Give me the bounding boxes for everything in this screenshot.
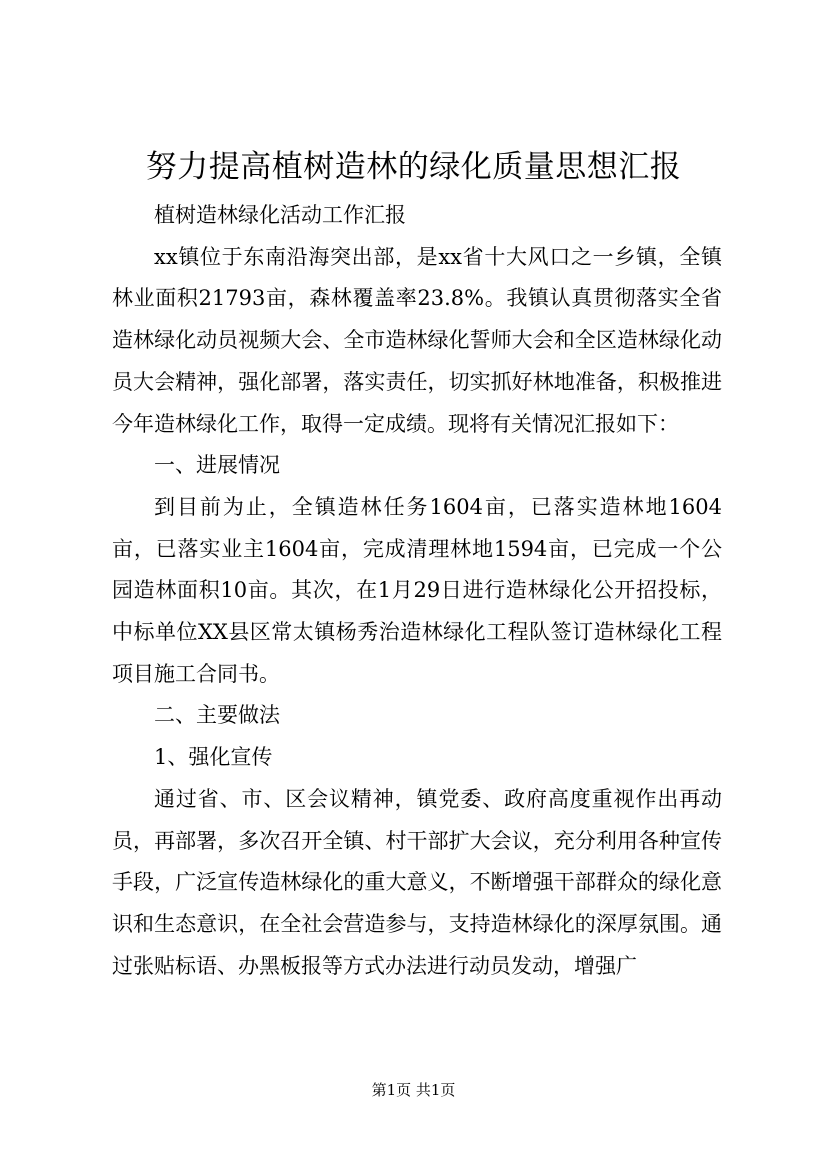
paragraph-intro: xx镇位于东南沿海突出部，是xx省十大风口之一乡镇，全镇林业面积21793亩，森林覆盖率23.8%。我镇认真贯彻落实全省造林绿化动员视频大会、全市造林绿化誓师大会和全区造林绿化动员大会精神，强化部署，落实责任，切实抓好林地准备，积极推进今年造林绿化工作，取得一定成绩。现将有关情况汇报如下：: [112, 244, 722, 436]
section-heading-progress: 一、进展情况: [154, 453, 280, 478]
paragraph-publicity: 通过省、市、区会议精神，镇党委、政府高度重视作出再动员，再部署，多次召开全镇、村干部扩大会议，充分利用各种宣传手段，广泛宣传造林绿化的重大意义，不断增强干部群众的绿化意识和生态意识，在全社会营造参与，支持造林绿化的深厚氛围。通过张贴标语、办黑板报等方式办法进行动员发动，增强广: [112, 786, 722, 978]
paragraph-subtitle: 植树造林绿化活动工作汇报: [154, 203, 406, 227]
paragraph-progress: 到目前为止，全镇造林任务1604亩，已落实造林地1604亩，已落实业主1604亩，完成清理林地1594亩，已完成一个公园造林面积10亩。其次，在1月29日进行造林绿化公开招投标，中标单位XX县区常太镇杨秀治造林绿化工程队签订造林绿化工程项目施工合同书。: [112, 494, 722, 686]
document-title: 努力提高植树造林的绿化质量思想汇报: [145, 149, 682, 185]
page-number-footer: 第1页 共1页: [371, 1081, 456, 1099]
subsection-heading-publicity: 1、强化宣传: [154, 745, 273, 770]
document-body: [112, 195, 722, 987]
section-heading-methods: 二、主要做法: [154, 703, 280, 728]
